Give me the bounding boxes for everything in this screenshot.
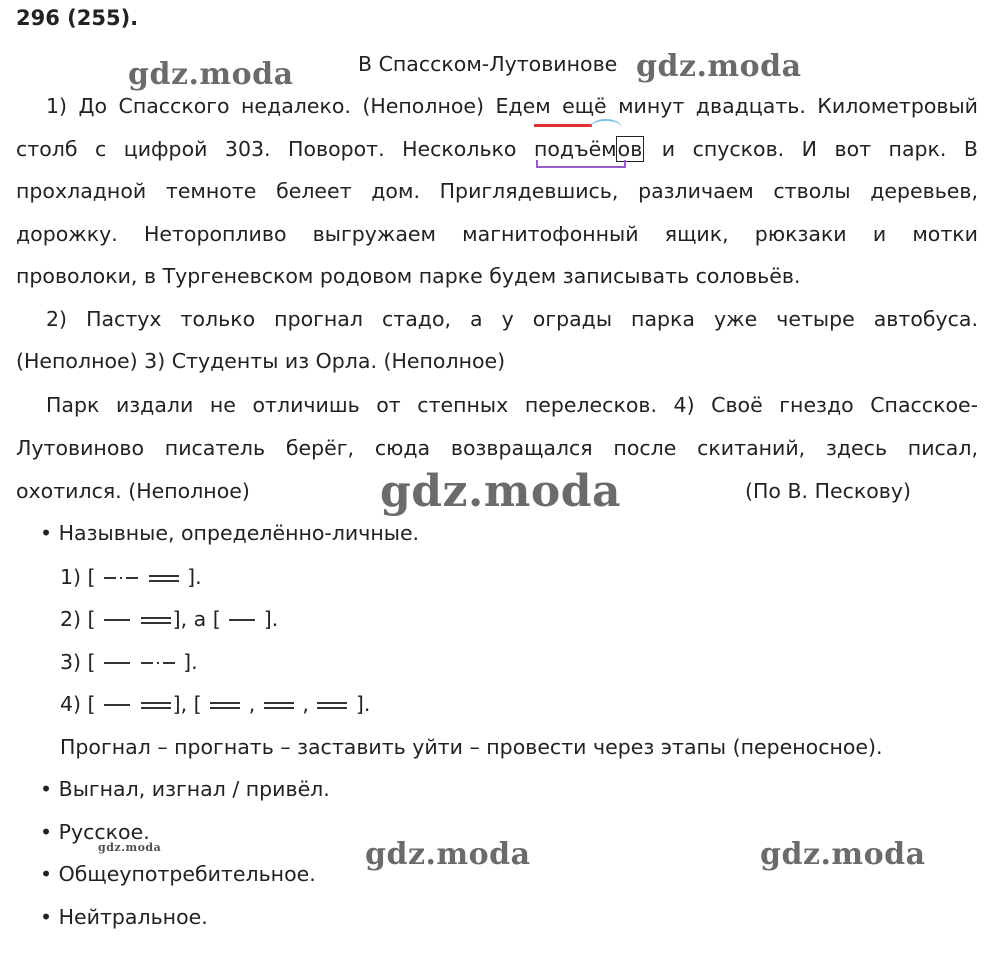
text-line: Лутовиново писатель берёг, сюда возвращался после скитаний, здесь писал, [16, 436, 978, 460]
bullet: • [40, 820, 53, 844]
scheme-end: ]. [355, 692, 371, 716]
ending-box: ов [617, 137, 643, 161]
text-line: дорожку. Неторопливо выгружаем магнитофонный ящик, рюкзаки и мотки [16, 222, 978, 246]
answer-text: Назывные, определённо-личные. [58, 521, 420, 545]
subject-line [229, 619, 255, 621]
text-line-morpheme [16, 137, 978, 161]
predicate-line [141, 702, 171, 709]
text-line: охотился. (Неполное) [16, 479, 250, 503]
text-fragment: столб с цифрой 303. Поворот. Несколько [16, 137, 517, 161]
scheme-3 [60, 650, 198, 674]
text-line: 1) До Спасского недалеко. (Неполное) Едем ещё минут двадцать. Километровый [46, 94, 978, 118]
suffix-mark [536, 160, 626, 168]
answer-item [40, 862, 316, 886]
watermark: gdz.moda [380, 466, 622, 517]
watermark: gdz.moda [365, 837, 531, 872]
scheme-comma: , [302, 692, 309, 716]
scheme-end: ]. [263, 607, 279, 631]
bullet: • [40, 521, 53, 545]
scheme-label: 2) [ [60, 607, 96, 631]
scheme-mid: ], [ [172, 692, 202, 716]
answer-text: Нейтральное. [58, 905, 208, 929]
root-mark [590, 119, 622, 137]
text-line: прохладной темноте белеет дом. Приглядевшись, различаем стволы деревьев, [16, 179, 978, 203]
scheme-comma: , [248, 692, 256, 716]
predicate-line [264, 702, 294, 709]
answer-text: Русское. [58, 820, 150, 844]
text-line: 2) Пастух только прогнал стадо, а у ограды парка уже четыре автобуса. [46, 307, 978, 331]
text-title: В Спасском-Лутовинове [358, 52, 618, 76]
answer-item [40, 905, 208, 929]
prefix-mark [534, 124, 592, 127]
predicate-line [317, 702, 347, 709]
scheme-4 [60, 692, 370, 716]
bullet: • [40, 862, 53, 886]
text-line: Парк издали не отличишь от степных перелесков. 4) Своё гнездо Спасское- [46, 393, 978, 417]
predicate-line [210, 702, 240, 709]
scheme-label: 4) [ [60, 692, 96, 716]
bullet: • [40, 777, 53, 801]
subject-line [104, 662, 130, 664]
scheme-mid: ], а [ [172, 607, 221, 631]
text-fragment: и спусков. И вот парк. В [661, 137, 978, 161]
scheme-label: 3) [ [60, 650, 96, 674]
watermark: gdz.moda [98, 841, 162, 854]
scheme-end: ]. [187, 565, 202, 589]
scheme-end: ]. [183, 650, 198, 674]
predicate-line [149, 575, 179, 582]
answer-text: Общеупотребительное. [58, 862, 316, 886]
exercise-number: 296 (255). [16, 6, 139, 30]
word-stem: подъём [533, 137, 617, 161]
answer-item [40, 777, 330, 801]
answer-text: Выгнал, изгнал / привёл. [58, 777, 330, 801]
watermark: gdz.moda [636, 49, 802, 84]
subject-line [104, 619, 130, 621]
text-line: проволоки, в Тургеневском родовом парке будем записывать соловьёв. [16, 264, 801, 288]
scheme-label: 1) [ [60, 565, 96, 589]
bullet: • [40, 905, 53, 929]
object-line [104, 577, 138, 579]
scheme-1 [60, 565, 202, 589]
subject-line [104, 704, 130, 706]
source-attribution: (По В. Пескову) [745, 479, 912, 503]
parsed-word [534, 137, 644, 161]
watermark: gdz.moda [128, 57, 294, 92]
answer-item [40, 521, 419, 545]
predicate-line [141, 617, 171, 624]
scheme-2 [60, 607, 278, 631]
meaning-line: Прогнал – прогнать – заставить уйти – провести через этапы (переносное). [60, 735, 883, 759]
text-line: (Неполное) 3) Студенты из Орла. (Неполное) [16, 349, 506, 373]
object-line [141, 662, 175, 664]
watermark: gdz.moda [760, 837, 926, 872]
